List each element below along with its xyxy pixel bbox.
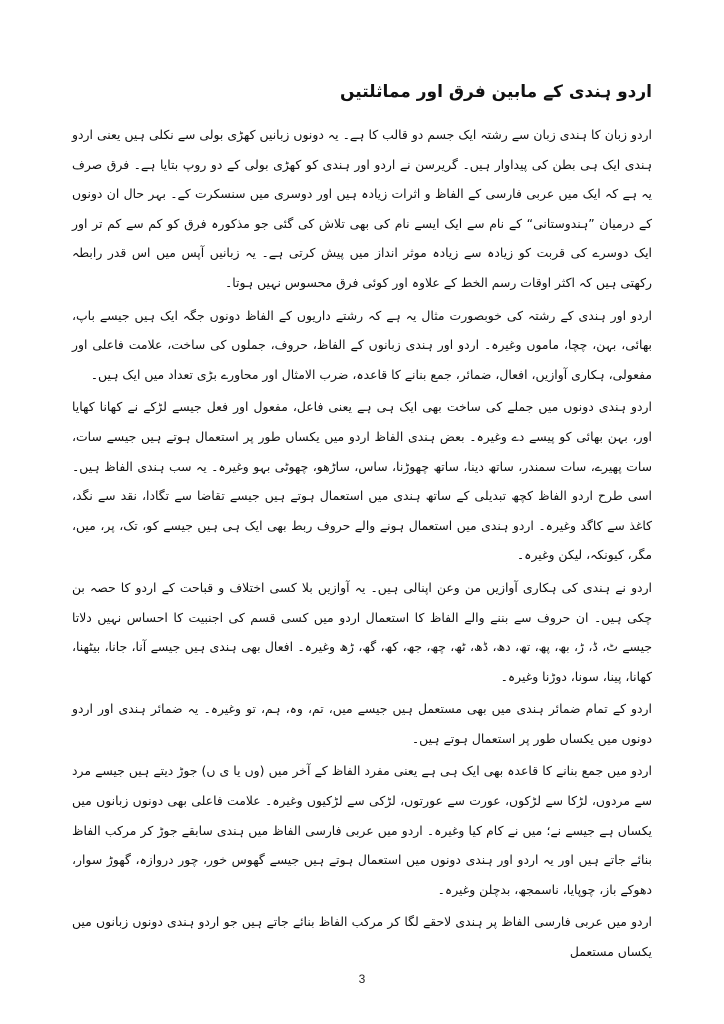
paragraph-2: اردو اور ہندی کے رشتہ کی خوبصورت مثال یہ ہے کہ رشتے داریوں کے الفاظ دونوں جگہ ایک ہیں جیسے باپ، بھائی، بہن، چچا، ماموں وغیرہ۔ اردو اور ہندی زبانوں کے الفاظ، حروف، جملوں کی ساخت، علامت فاعلی اور مفعولی، ہکاری آوازیں، افعال، ضمائر، جمع بنانے کا قاعدہ، ضرب الامثال اور محاورے بڑی تعداد میں ایک ہیں۔ <box>72 307 652 382</box>
document-title: اردو ہندی کے مابین فرق اور مماثلتیں <box>340 82 652 102</box>
paragraph-3: اردو ہندی دونوں میں جملے کی ساخت بھی ایک ہی ہے یعنی فاعل، مفعول اور فعل جیسے لڑکے نے کھانا کھایا اور، بہن بھائی کو پیسے دے وغیرہ۔ بعض ہندی الفاظ اردو میں یکساں طور پر استعمال ہوتے ہیں جیسے سات، سات پھیرے، سات سمندر، ساتھ دینا، ساتھ چھوڑنا، ساس، ساڑھو، چھوٹی بہو وغیرہ۔ یہ سب ہندی الفاظ ہیں۔ اسی طرح اردو الفاظ کچھ تبدیلی کے ساتھ ہندی میں استعمال ہوتے ہیں جیسے تقاضا سے تگادا، نقد سے نگد، کاغذ سے کاگد وغیرہ۔ اردو ہندی میں استعمال ہونے والے حروف ربط بھی ایک ہی ہیں جیسے کو، تک، پر، میں، مگر، کیونکہ، لیکن وغیرہ۔ <box>72 399 652 563</box>
paragraph-4: اردو نے ہندی کی ہکاری آوازیں من وعن اپنالی ہیں۔ یہ آوازیں بلا کسی اختلاف و قباحت کے اردو کا حصہ بن چکی ہیں۔ ان حروف سے بننے والے الفاظ کا استعمال اردو میں کسی قسم کی اجنبیت کا احساس نہیں دلاتا جیسے ٹ، ڈ، ڑ، بھ، پھ، تھ، دھ، ڈھ، ٹھ، چھ، جھ، کھ، گھ، ڑھ وغیرہ۔ افعال بھی ہندی ہیں جیسے آنا، جانا، بیٹھنا، کھانا، پینا، سونا، دوڑنا وغیرہ۔ <box>72 579 652 684</box>
page-number: 3 <box>358 972 366 986</box>
paragraph-5: اردو کے تمام ضمائر ہندی میں بھی مستعمل ہیں جیسے میں، تم، وہ، ہم، تو وغیرہ۔ یہ ضمائر ہندی اور اردو دونوں میں یکساں طور پر استعمال ہوتے ہیں۔ <box>72 701 652 746</box>
document-page <box>72 80 652 970</box>
paragraph-1: اردو زبان کا ہندی زبان سے رشتہ ایک جسم دو قالب کا ہے۔ یہ دونوں زبانیں کھڑی بولی سے نکلی ہیں یعنی اردو ہندی ایک ہی بطن کی پیداوار ہیں۔ گریرسن نے اردو اور ہندی کو کھڑی بولی کے دو روپ بتایا ہے۔ فرق صرف یہ ہے کہ ایک میں عربی فارسی کے الفاظ و اثرات زیادہ ہیں اور دوسری میں سنسکرت کے۔ بہر حال ان دونوں کے درمیان ”ہندوستانی“ کے نام سے ایک ایسے نام کی بھی تلاش کی گئی جو مذکورہ فرق کو کم سے کم تر اور ایک دوسرے کی قربت کو زیادہ سے زیادہ موثر انداز میں پیش کرتی ہے۔ یہ زبانیں آپس میں اس قدر رابطہ رکھتی ہیں کہ اکثر اوقات رسم الخط کے علاوہ اور کوئی فرق محسوس نہیں ہوتا۔ <box>72 127 652 290</box>
paragraph-7: اردو میں عربی فارسی الفاظ پر ہندی لاحقے لگا کر مرکب الفاظ بنائے جاتے ہیں جو اردو ہندی دونوں زبانوں میں یکساں مستعمل <box>72 914 652 960</box>
paragraph-6: اردو میں جمع بنانے کا قاعدہ بھی ایک ہی ہے یعنی مفرد الفاظ کے آخر میں (وں یا ی ں) جوڑ دیتے ہیں جیسے مرد سے مردوں، لڑکا سے لڑکوں، عورت سے عورتوں، لڑکی سے لڑکیوں وغیرہ۔ علامت فاعلی بھی دونوں زبانوں میں یکساں ہے جیسے نے؛ میں نے کام کیا وغیرہ۔ اردو میں عربی فارسی الفاظ میں ہندی سابقے جوڑ کر مرکب الفاظ بنائے جاتے ہیں اور یہ اردو اور ہندی دونوں میں استعمال ہوتے ہیں جیسے گھوس خور، چور دروازہ، گھوڑ سوار، دھوکے باز، چوپایا، ناسمجھ، بدچلن وغیرہ۔ <box>72 763 652 897</box>
